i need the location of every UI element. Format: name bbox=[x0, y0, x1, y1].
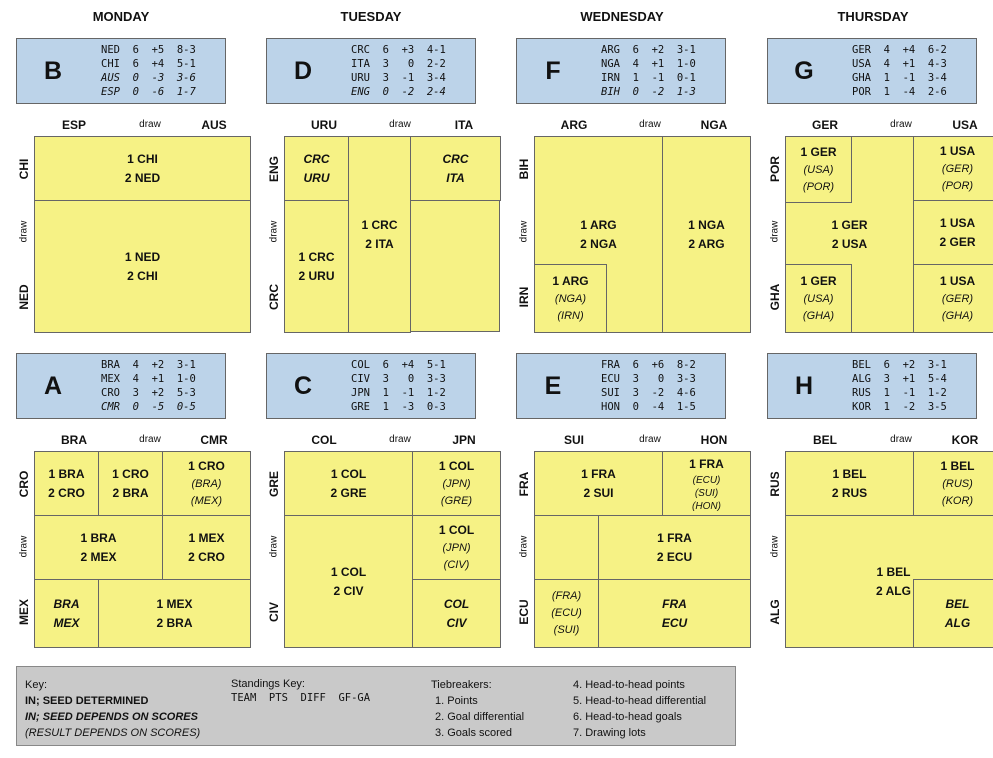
cell-line: 1 MEX bbox=[156, 596, 193, 611]
cell-line: 2 ARG bbox=[688, 236, 725, 251]
cell-line: 1 USA bbox=[939, 274, 976, 288]
cell-line: 1 CRC bbox=[298, 249, 335, 264]
group-d-row-top: ENG bbox=[267, 156, 281, 183]
group-d-col-right: ITA bbox=[454, 118, 474, 132]
standings-row: ESP 0 -6 1-7 bbox=[101, 86, 196, 98]
group-d-standings-box bbox=[266, 38, 476, 104]
group-c-col-left: COL bbox=[311, 433, 337, 447]
cell-line: 2 GRE bbox=[330, 485, 367, 500]
cell-line: URU bbox=[303, 170, 330, 185]
cell-line: 1 BRA bbox=[48, 466, 85, 481]
standings-row: CRO 3 +2 5-3 bbox=[101, 387, 196, 399]
group-b-row-draw: draw bbox=[18, 220, 30, 243]
group-h-col-left: BEL bbox=[813, 433, 837, 447]
matchup-cell bbox=[162, 451, 251, 516]
matchup-cell bbox=[34, 200, 251, 333]
cell-subline: (GHA) bbox=[941, 310, 974, 322]
tiebreaker-item: 6. Head-to-head goals bbox=[573, 711, 682, 723]
group-f-letter: F bbox=[545, 56, 561, 85]
group-h-grid bbox=[785, 451, 993, 647]
cell-line: 2 BRA bbox=[112, 485, 149, 500]
group-c-standings bbox=[351, 358, 446, 414]
tiebreakers-title: Tiebreakers: bbox=[431, 679, 492, 691]
group-h-row-bottom: ALG bbox=[768, 599, 782, 625]
legend-result-depends: (RESULT DEPENDS ON SCORES) bbox=[25, 727, 201, 739]
matchup-cell bbox=[348, 136, 411, 333]
cell-line: CIV bbox=[446, 615, 467, 630]
standings-row: CHI 6 +4 5-1 bbox=[101, 58, 196, 70]
matchup-cell bbox=[662, 136, 751, 333]
cell-subline: (FRA) bbox=[551, 590, 582, 602]
group-h-standings-box bbox=[767, 353, 977, 419]
matchup-cell bbox=[412, 579, 501, 648]
cell-line: 2 ITA bbox=[365, 236, 394, 251]
standings-row: JPN 1 -1 1-2 bbox=[351, 387, 446, 399]
group-e-row-top: FRA bbox=[517, 471, 531, 497]
group-b-row-top: CHI bbox=[17, 158, 31, 180]
standings-row: POR 1 -4 2-6 bbox=[852, 86, 947, 98]
cell-line: 2 BRA bbox=[156, 615, 193, 630]
cell-line: 2 GER bbox=[939, 234, 976, 249]
group-d-standings bbox=[351, 43, 446, 99]
day-header-wednesday: WEDNESDAY bbox=[580, 9, 664, 24]
cell-subline: (POR) bbox=[941, 180, 974, 192]
cell-line: 1 COL bbox=[438, 459, 475, 473]
standings-row: GRE 1 -3 0-3 bbox=[351, 401, 446, 413]
group-a-row-draw: draw bbox=[18, 535, 30, 558]
group-e-grid bbox=[534, 451, 750, 647]
matchup-cell bbox=[162, 515, 251, 580]
group-h-col-right: KOR bbox=[951, 433, 979, 447]
standings-row: CIV 3 0 3-3 bbox=[351, 373, 446, 385]
standings-key bbox=[231, 677, 370, 705]
cell-subline: (MEX) bbox=[190, 495, 223, 507]
tiebreakers-list-2 bbox=[573, 677, 706, 741]
matchup-cell bbox=[534, 579, 599, 648]
cell-subline: (GER) bbox=[941, 163, 974, 175]
group-g-row-top: POR bbox=[768, 156, 782, 183]
matchup-cell bbox=[410, 136, 501, 201]
group-f-standings bbox=[601, 43, 696, 99]
tiebreaker-item: 5. Head-to-head differential bbox=[573, 695, 707, 707]
group-f-grid bbox=[534, 136, 750, 332]
group-f-standings-box bbox=[516, 38, 726, 104]
standings-row: KOR 1 -2 3-5 bbox=[852, 401, 947, 413]
legend-seed-depends: IN; SEED DEPENDS ON SCORES bbox=[25, 711, 198, 723]
cell-line: 2 URU bbox=[298, 268, 335, 283]
group-a-col-left: BRA bbox=[61, 433, 87, 447]
matchup-cell bbox=[98, 451, 163, 516]
group-a-letter: A bbox=[43, 371, 63, 400]
group-f-row-top: BIH bbox=[517, 158, 531, 180]
group-e-standings-box bbox=[516, 353, 726, 419]
group-f-col-draw: draw bbox=[639, 119, 661, 130]
cell-line: FRA bbox=[662, 596, 687, 611]
group-b-col-draw: draw bbox=[139, 119, 161, 130]
group-g-letter: G bbox=[794, 56, 814, 85]
cell-subline: (NGA) bbox=[554, 293, 587, 305]
cell-line: ALG bbox=[944, 615, 971, 630]
cell-line: 1 BEL bbox=[832, 466, 867, 481]
group-f-row-bottom: IRN bbox=[517, 286, 531, 308]
group-c-col-draw: draw bbox=[389, 434, 411, 445]
cell-line: ITA bbox=[446, 170, 465, 185]
cell-line: 2 SUI bbox=[583, 485, 614, 500]
cell-subline: (JPN) bbox=[442, 542, 471, 554]
cell-line: 2 MEX bbox=[80, 549, 117, 564]
cell-line: ECU bbox=[661, 615, 688, 630]
tiebreakers-list bbox=[431, 677, 524, 741]
standings-row: ECU 3 0 3-3 bbox=[601, 373, 696, 385]
cell-subline: (CIV) bbox=[443, 559, 470, 571]
cell-line: 1 USA bbox=[939, 144, 976, 158]
group-b-grid bbox=[34, 136, 250, 332]
standings-row: CMR 0 -5 0-5 bbox=[101, 401, 196, 413]
group-d-letter: D bbox=[293, 56, 313, 85]
cell-subline: (GHA) bbox=[802, 310, 835, 322]
cell-line: 2 RUS bbox=[831, 485, 868, 500]
group-a-col-draw: draw bbox=[139, 434, 161, 445]
tiebreaker-item: 4. Head-to-head points bbox=[573, 679, 685, 691]
cell-subline: (BRA) bbox=[191, 478, 222, 490]
matchup-cell bbox=[785, 451, 914, 516]
standings-row: ITA 3 0 2-2 bbox=[351, 58, 446, 70]
cell-line: 1 FRA bbox=[689, 456, 724, 471]
standings-row: IRN 1 -1 0-1 bbox=[601, 72, 696, 84]
cell-subline: (USA) bbox=[803, 293, 834, 305]
cell-line: 1 CRO bbox=[112, 466, 149, 481]
cell-subline: (USA) bbox=[803, 164, 834, 176]
cell-line: 1 GER bbox=[831, 217, 868, 232]
legend-seed-determined: IN; SEED DETERMINED bbox=[25, 695, 149, 707]
cell-subline: (HON) bbox=[692, 500, 721, 512]
cell-subline: (ECU) bbox=[692, 474, 721, 486]
group-e-letter: E bbox=[544, 371, 562, 400]
matchup-cell bbox=[913, 136, 993, 201]
group-d-grid bbox=[284, 136, 500, 332]
cell-line: 1 GER bbox=[800, 274, 837, 288]
cell-line: 2 NGA bbox=[580, 236, 617, 251]
standings-row: URU 3 -1 3-4 bbox=[351, 72, 446, 84]
standings-row: USA 4 +1 4-3 bbox=[852, 58, 947, 70]
standings-row: CRC 6 +3 4-1 bbox=[351, 44, 446, 56]
standings-row: RUS 1 -1 1-2 bbox=[852, 387, 947, 399]
group-f-col-right: NGA bbox=[700, 118, 728, 132]
tiebreaker-item: 7. Drawing lots bbox=[573, 727, 646, 739]
cell-line: COL bbox=[443, 596, 470, 611]
cell-subline: (SUI) bbox=[694, 487, 719, 499]
group-g-grid bbox=[785, 136, 993, 332]
cell-line: CRC bbox=[303, 151, 330, 166]
day-header-thursday: THURSDAY bbox=[837, 9, 909, 24]
group-b-col-right: AUS bbox=[201, 118, 227, 132]
standings-row: COL 6 +4 5-1 bbox=[351, 359, 446, 371]
group-g-standings bbox=[852, 43, 947, 99]
cell-line: MEX bbox=[53, 615, 80, 630]
cell-subline: (ECU) bbox=[551, 607, 582, 619]
matchup-cell bbox=[913, 451, 993, 516]
group-a-col-right: CMR bbox=[200, 433, 228, 447]
day-header-tuesday: TUESDAY bbox=[340, 9, 402, 24]
group-a-row-bottom: MEX bbox=[17, 599, 31, 626]
matchup-cell bbox=[98, 579, 251, 648]
cell-subline: (POR) bbox=[802, 181, 835, 193]
standings-row: ENG 0 -2 2-4 bbox=[351, 86, 446, 98]
legend-key-title: Key: bbox=[25, 679, 48, 691]
group-g-col-draw: draw bbox=[890, 119, 912, 130]
standings-key-columns: TEAM PTS DIFF GF-GA bbox=[231, 692, 371, 704]
group-e-col-left: SUI bbox=[563, 433, 584, 447]
cell-line: 2 CRO bbox=[48, 485, 85, 500]
group-f-col-left: ARG bbox=[560, 118, 588, 132]
matchup-cell bbox=[412, 451, 501, 516]
group-a-standings-box bbox=[16, 353, 226, 419]
legend-key bbox=[25, 677, 200, 741]
cell-subline: (SUI) bbox=[553, 624, 580, 636]
tiebreaker-item: 1. Points bbox=[435, 695, 478, 707]
cell-line: BRA bbox=[53, 596, 80, 611]
legend-box bbox=[16, 666, 736, 746]
matchup-cell bbox=[598, 515, 751, 580]
standings-key-title: Standings Key: bbox=[231, 678, 305, 690]
group-b-standings-box bbox=[16, 38, 226, 104]
group-e-row-draw: draw bbox=[518, 535, 530, 558]
standings-row: FRA 6 +6 8-2 bbox=[601, 359, 696, 371]
group-f-row-draw: draw bbox=[518, 220, 530, 243]
cell-line: 1 CRC bbox=[361, 217, 398, 232]
group-g-row-bottom: GHA bbox=[768, 283, 782, 311]
cell-line: 1 CHI bbox=[127, 151, 158, 166]
group-b-row-bottom: NED bbox=[17, 284, 31, 310]
cell-line: 2 CHI bbox=[127, 268, 158, 283]
group-c-standings-box bbox=[266, 353, 476, 419]
matchup-cell bbox=[412, 515, 501, 580]
standings-row: MEX 4 +1 1-0 bbox=[101, 373, 196, 385]
matchup-cell bbox=[284, 451, 413, 516]
cell-line: 2 CRO bbox=[188, 549, 225, 564]
day-header-monday: MONDAY bbox=[92, 9, 150, 24]
group-d-row-bottom: CRC bbox=[267, 284, 281, 310]
standings-row: ARG 6 +2 3-1 bbox=[601, 44, 696, 56]
cell-line: 1 ARG bbox=[580, 217, 617, 232]
tiebreaker-item: 2. Goal differential bbox=[435, 711, 525, 723]
cell-line: 1 COL bbox=[330, 564, 367, 579]
group-g-col-right: USA bbox=[952, 118, 978, 132]
matchup-cell bbox=[785, 136, 852, 203]
group-g-col-left: GER bbox=[811, 118, 838, 132]
matchup-cell bbox=[662, 451, 751, 516]
standings-row: BRA 4 +2 3-1 bbox=[101, 359, 196, 371]
group-a-grid bbox=[34, 451, 250, 647]
group-h-row-top: RUS bbox=[768, 471, 782, 497]
group-a-standings bbox=[101, 358, 196, 414]
cell-line: 2 ALG bbox=[876, 583, 911, 598]
matchup-cell bbox=[34, 579, 99, 648]
cell-subline: (GRE) bbox=[440, 495, 473, 507]
standings-row: SUI 3 -2 4-6 bbox=[601, 387, 696, 399]
group-e-col-draw: draw bbox=[639, 434, 661, 445]
group-b-standings bbox=[101, 43, 196, 99]
group-c-grid bbox=[284, 451, 500, 647]
cell-subline: (RUS) bbox=[942, 478, 973, 490]
group-b-col-left: ESP bbox=[61, 118, 86, 132]
cell-line: 2 CIV bbox=[333, 583, 364, 598]
cell-line: 1 BRA bbox=[80, 530, 117, 545]
group-h-col-draw: draw bbox=[890, 434, 912, 445]
standings-row: BIH 0 -2 1-3 bbox=[601, 86, 696, 98]
cell-subline: (JPN) bbox=[442, 478, 471, 490]
group-d-col-left: URU bbox=[311, 118, 337, 132]
cell-line: 1 GER bbox=[800, 145, 837, 159]
matchup-cell bbox=[598, 579, 751, 648]
matchup-cell bbox=[913, 264, 993, 333]
cell-line: 1 BEL bbox=[940, 459, 975, 473]
cell-line: 1 FRA bbox=[581, 466, 616, 481]
matchup-cell bbox=[284, 200, 349, 333]
group-a-row-top: CRO bbox=[17, 470, 31, 498]
matchup-cell bbox=[284, 515, 413, 648]
cell-line: CRC bbox=[442, 151, 469, 166]
standings-row: ALG 3 +1 5-4 bbox=[852, 373, 947, 385]
group-c-col-right: JPN bbox=[452, 433, 476, 447]
standings-row: NGA 4 +1 1-0 bbox=[601, 58, 696, 70]
matchup-cell bbox=[913, 200, 993, 265]
cell-subline: (GER) bbox=[941, 293, 974, 305]
matchup-cell bbox=[34, 515, 163, 580]
group-d-row-draw: draw bbox=[268, 220, 280, 243]
group-d-col-draw: draw bbox=[389, 119, 411, 130]
matchup-cell bbox=[34, 136, 251, 201]
cell-line: BEL bbox=[945, 596, 970, 611]
cell-subline: (IRN) bbox=[557, 310, 584, 322]
cell-line: 1 COL bbox=[438, 523, 475, 537]
cell-subline: (KOR) bbox=[941, 495, 974, 507]
group-h-standings bbox=[852, 358, 947, 414]
cell-line: 1 NGA bbox=[688, 217, 725, 232]
matchup-cell bbox=[913, 579, 993, 648]
group-g-standings-box bbox=[767, 38, 977, 104]
cell-line: 2 NED bbox=[124, 170, 161, 185]
matchup-cell bbox=[534, 264, 607, 333]
group-c-row-top: GRE bbox=[267, 471, 281, 498]
group-e-row-bottom: ECU bbox=[517, 599, 531, 625]
cell-line: 2 ECU bbox=[656, 549, 693, 564]
group-c-row-draw: draw bbox=[268, 535, 280, 558]
cell-line: 1 MEX bbox=[188, 530, 225, 545]
cell-line: 1 ARG bbox=[552, 274, 589, 288]
matchup-cell bbox=[34, 451, 99, 516]
cell-line: 1 COL bbox=[330, 466, 367, 481]
standings-row: AUS 0 -3 3-6 bbox=[101, 72, 196, 84]
cell-line: 1 USA bbox=[939, 215, 976, 230]
matchup-cell bbox=[785, 264, 852, 333]
standings-row: NED 6 +5 8-3 bbox=[101, 44, 196, 56]
group-b-letter: B bbox=[43, 56, 63, 85]
group-e-standings bbox=[601, 358, 696, 414]
cell-line: 1 NED bbox=[124, 249, 161, 264]
group-c-letter: C bbox=[293, 371, 313, 400]
group-e-col-right: HON bbox=[700, 433, 728, 447]
standings-row: HON 0 -4 1-5 bbox=[601, 401, 696, 413]
group-c-row-bottom: CIV bbox=[267, 602, 281, 623]
group-g-row-draw: draw bbox=[769, 220, 781, 243]
matchup-cell bbox=[284, 136, 349, 201]
tiebreaker-item: 3. Goals scored bbox=[435, 727, 513, 739]
standings-row: BEL 6 +2 3-1 bbox=[852, 359, 947, 371]
group-h-row-draw: draw bbox=[769, 535, 781, 558]
cell-line: 1 CRO bbox=[188, 459, 225, 473]
group-h-letter: H bbox=[794, 371, 814, 400]
standings-row: GER 4 +4 6-2 bbox=[852, 44, 947, 56]
standings-row: GHA 1 -1 3-4 bbox=[852, 72, 947, 84]
cell-line: 2 USA bbox=[831, 236, 868, 251]
matchup-cell bbox=[534, 451, 663, 516]
cell-line: 1 FRA bbox=[657, 530, 692, 545]
cell-line: 1 BEL bbox=[876, 564, 911, 579]
